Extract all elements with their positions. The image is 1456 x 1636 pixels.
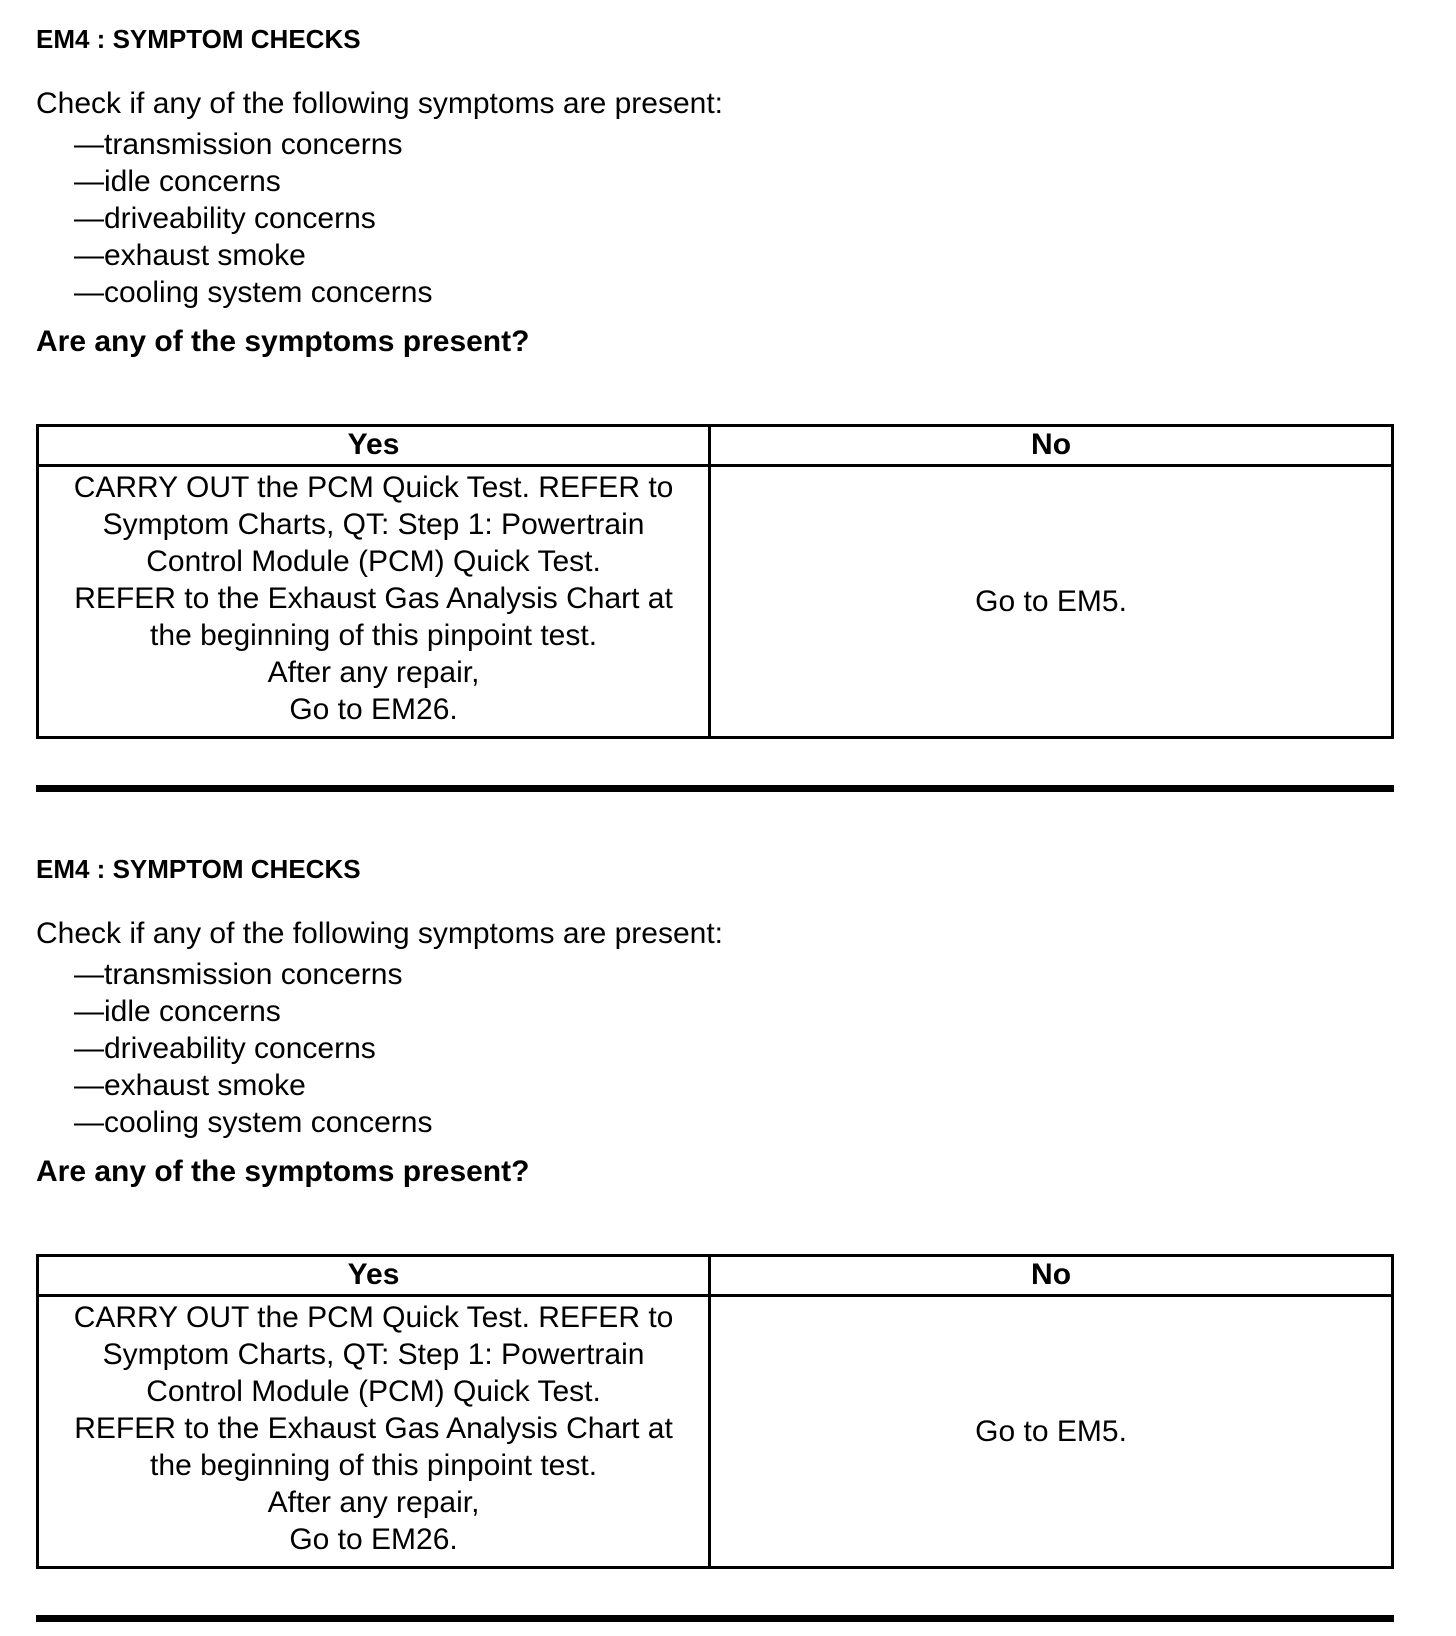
yes-action-line: CARRY OUT the PCM Quick Test. REFER to	[73, 1301, 674, 1334]
yes-action-line: CARRY OUT the PCM Quick Test. REFER to	[73, 471, 674, 504]
yes-action-line: Symptom Charts, QT: Step 1: Powertrain	[102, 1338, 645, 1371]
yes-action-line: Symptom Charts, QT: Step 1: Powertrain	[102, 508, 645, 541]
yes-column-header: Yes	[38, 1256, 710, 1296]
table-header-row	[38, 1256, 1393, 1296]
intro-text: Check if any of the following symptoms are present:	[36, 917, 723, 950]
section-gap	[36, 792, 1394, 854]
symptom-item: —cooling system concerns	[74, 276, 433, 309]
symptom-item: —idle concerns	[74, 165, 281, 198]
section-divider-rule	[36, 785, 1394, 792]
decision-question: Are any of the symptoms present?	[36, 1155, 530, 1188]
yes-action-cell	[38, 466, 710, 738]
symptom-list	[74, 126, 1394, 311]
symptom-item: —exhaust smoke	[74, 1069, 306, 1102]
symptom-item: —transmission concerns	[74, 128, 403, 161]
bottom-rule	[36, 1615, 1394, 1622]
no-column-header: No	[710, 426, 1393, 466]
no-action-cell: Go to EM5.	[710, 466, 1393, 738]
yes-action-line: REFER to the Exhaust Gas Analysis Chart at	[74, 1412, 673, 1445]
yes-action-line: the beginning of this pinpoint test.	[150, 1449, 598, 1482]
yes-action-line: Control Module (PCM) Quick Test.	[146, 1375, 601, 1408]
symptom-list	[74, 956, 1394, 1141]
table-row	[38, 466, 1393, 738]
pinpoint-test-section-2	[36, 854, 1394, 1569]
symptom-item: —idle concerns	[74, 995, 281, 1028]
yes-action-line: Go to EM26.	[289, 693, 458, 726]
decision-table	[36, 1254, 1394, 1569]
section-heading: EM4 : SYMPTOM CHECKS	[36, 854, 361, 884]
yes-action-line: the beginning of this pinpoint test.	[150, 619, 598, 652]
yes-column-header: Yes	[38, 426, 710, 466]
pinpoint-test-section-1	[36, 24, 1394, 739]
symptom-item: —driveability concerns	[74, 1032, 376, 1065]
yes-action-line: After any repair,	[267, 656, 480, 689]
yes-action-line: Go to EM26.	[289, 1523, 458, 1556]
table-row	[38, 1296, 1393, 1568]
table-header-row	[38, 426, 1393, 466]
section-heading: EM4 : SYMPTOM CHECKS	[36, 24, 361, 54]
yes-action-line: After any repair,	[267, 1486, 480, 1519]
yes-action-line: REFER to the Exhaust Gas Analysis Chart at	[74, 582, 673, 615]
intro-text: Check if any of the following symptoms are present:	[36, 87, 723, 120]
no-action-cell: Go to EM5.	[710, 1296, 1393, 1568]
symptom-item: —transmission concerns	[74, 958, 403, 991]
yes-action-cell	[38, 1296, 710, 1568]
decision-table	[36, 424, 1394, 739]
symptom-item: —cooling system concerns	[74, 1106, 433, 1139]
yes-action-line: Control Module (PCM) Quick Test.	[146, 545, 601, 578]
symptom-item: —driveability concerns	[74, 202, 376, 235]
decision-question: Are any of the symptoms present?	[36, 325, 530, 358]
no-column-header: No	[710, 1256, 1393, 1296]
symptom-item: —exhaust smoke	[74, 239, 306, 272]
